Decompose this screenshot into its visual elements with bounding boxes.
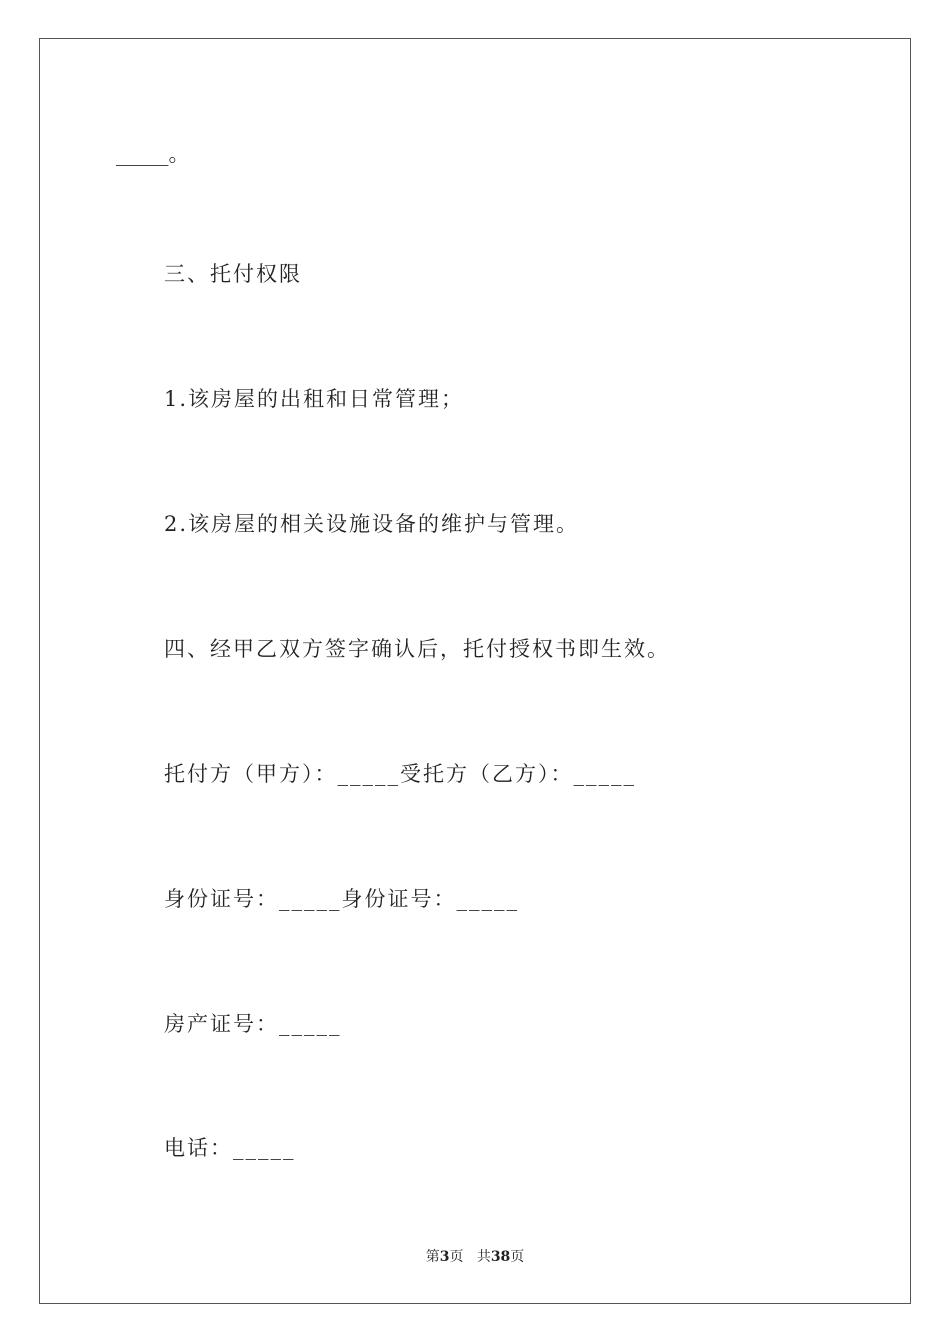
page-border xyxy=(39,38,911,1304)
footer-page-current: 3 xyxy=(439,1249,450,1265)
id-number-line: 身份证号：_____身份证号：_____ xyxy=(164,887,519,911)
footer-page-suffix: 页 xyxy=(449,1249,464,1265)
property-certificate-line: 房产证号：_____ xyxy=(164,1012,342,1036)
list-item-facility-maintenance: 2.该房屋的相关设施设备的维护与管理。 xyxy=(164,512,580,536)
page-footer xyxy=(0,1248,950,1266)
footer-page-total: 38 xyxy=(490,1249,511,1265)
footer-total-suffix: 页 xyxy=(510,1249,525,1265)
section-heading-authorization-scope: 三、托付权限 xyxy=(164,262,302,286)
signature-parties-line: 托付方（甲方）：_____受托方（乙方）：_____ xyxy=(164,762,636,786)
section-effective-clause: 四、经甲乙双方签字确认后，托付授权书即生效。 xyxy=(164,637,670,661)
list-item-rental-management: 1.该房屋的出租和日常管理； xyxy=(164,387,465,411)
text-line-blank-end: _____。 xyxy=(116,142,190,166)
footer-page-prefix: 第 xyxy=(425,1249,440,1265)
phone-line: 电话：_____ xyxy=(164,1136,296,1160)
footer-total-prefix: 共 xyxy=(476,1249,491,1265)
